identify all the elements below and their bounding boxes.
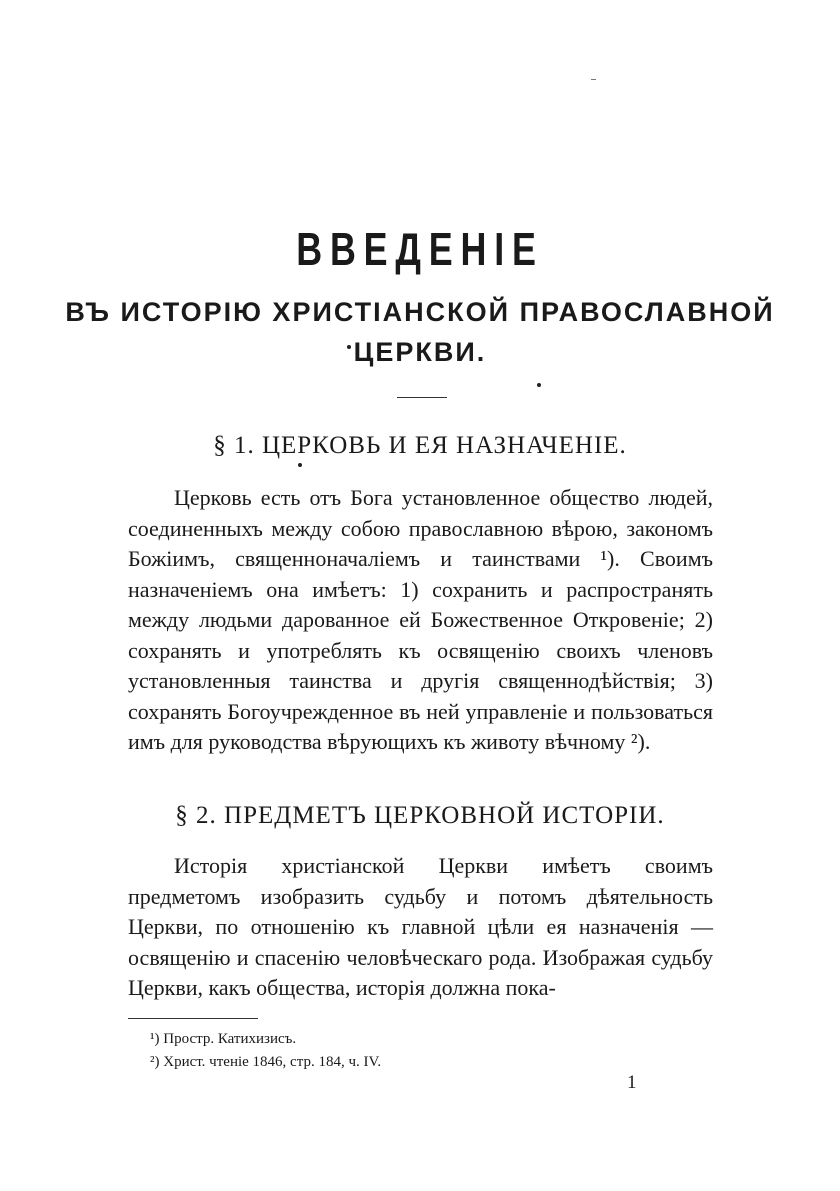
section-2-paragraph: Исторія христіанской Церкви имѣетъ своимъ предметомъ изобразить судьбу и потомъ дѣятельность Церкви, по отношенію къ главной цѣли ея назначенія — освященію и спасенію человѣческаго рода. Изображая судьбу Церкви, какъ общества, исторія должна пока- [128, 853, 713, 1000]
subtitle [60, 292, 780, 372]
footnote-2: ²) Христ. чтеніе 1846, стр. 184, ч. IV. [150, 1054, 382, 1070]
footnote-1: ¹) Простр. Катихизисъ. [150, 1031, 297, 1047]
page-number: 1 [627, 1072, 637, 1093]
ink-dot [347, 345, 351, 349]
footnote-divider [128, 1018, 258, 1019]
title-divider [397, 397, 447, 398]
page-title: ВВЕДЕНІЕ [296, 223, 544, 275]
section-1-heading: § 1. ЦЕРКОВЬ И ЕЯ НАЗНАЧЕНІЕ. [213, 432, 627, 459]
section-1-paragraph: Церковь есть отъ Бога установленное общество людей, соединенныхъ между собою православною вѣрою, закономъ Божіимъ, священноначаліемъ и таинствами ¹). Своимъ назначеніемъ она имѣетъ: 1) сохранить и распространять между людьми дарованное ей Божественное Откровеніе; 2) сохранять и употреблять къ освященію своихъ членовъ установленныя таинства и другія священнодѣйствія; 3) сохранять Богоучрежденное въ ней управленіе и пользоваться имъ для руководства вѣрующихъ къ животу вѣчному ²). [128, 485, 713, 754]
subtitle-line-1: ВЪ ИСТОРІЮ ХРИСТІАНСКОЙ ПРАВОСЛАВНОЙ [65, 297, 775, 327]
ink-dot [537, 383, 541, 387]
stray-mark [591, 79, 596, 80]
ink-dot [298, 463, 302, 467]
subtitle-line-2: ЦЕРКВИ. [353, 337, 487, 367]
section-2-heading: § 2. ПРЕДМЕТЪ ЦЕРКОВНОЙ ИСТОРІИ. [175, 802, 665, 829]
